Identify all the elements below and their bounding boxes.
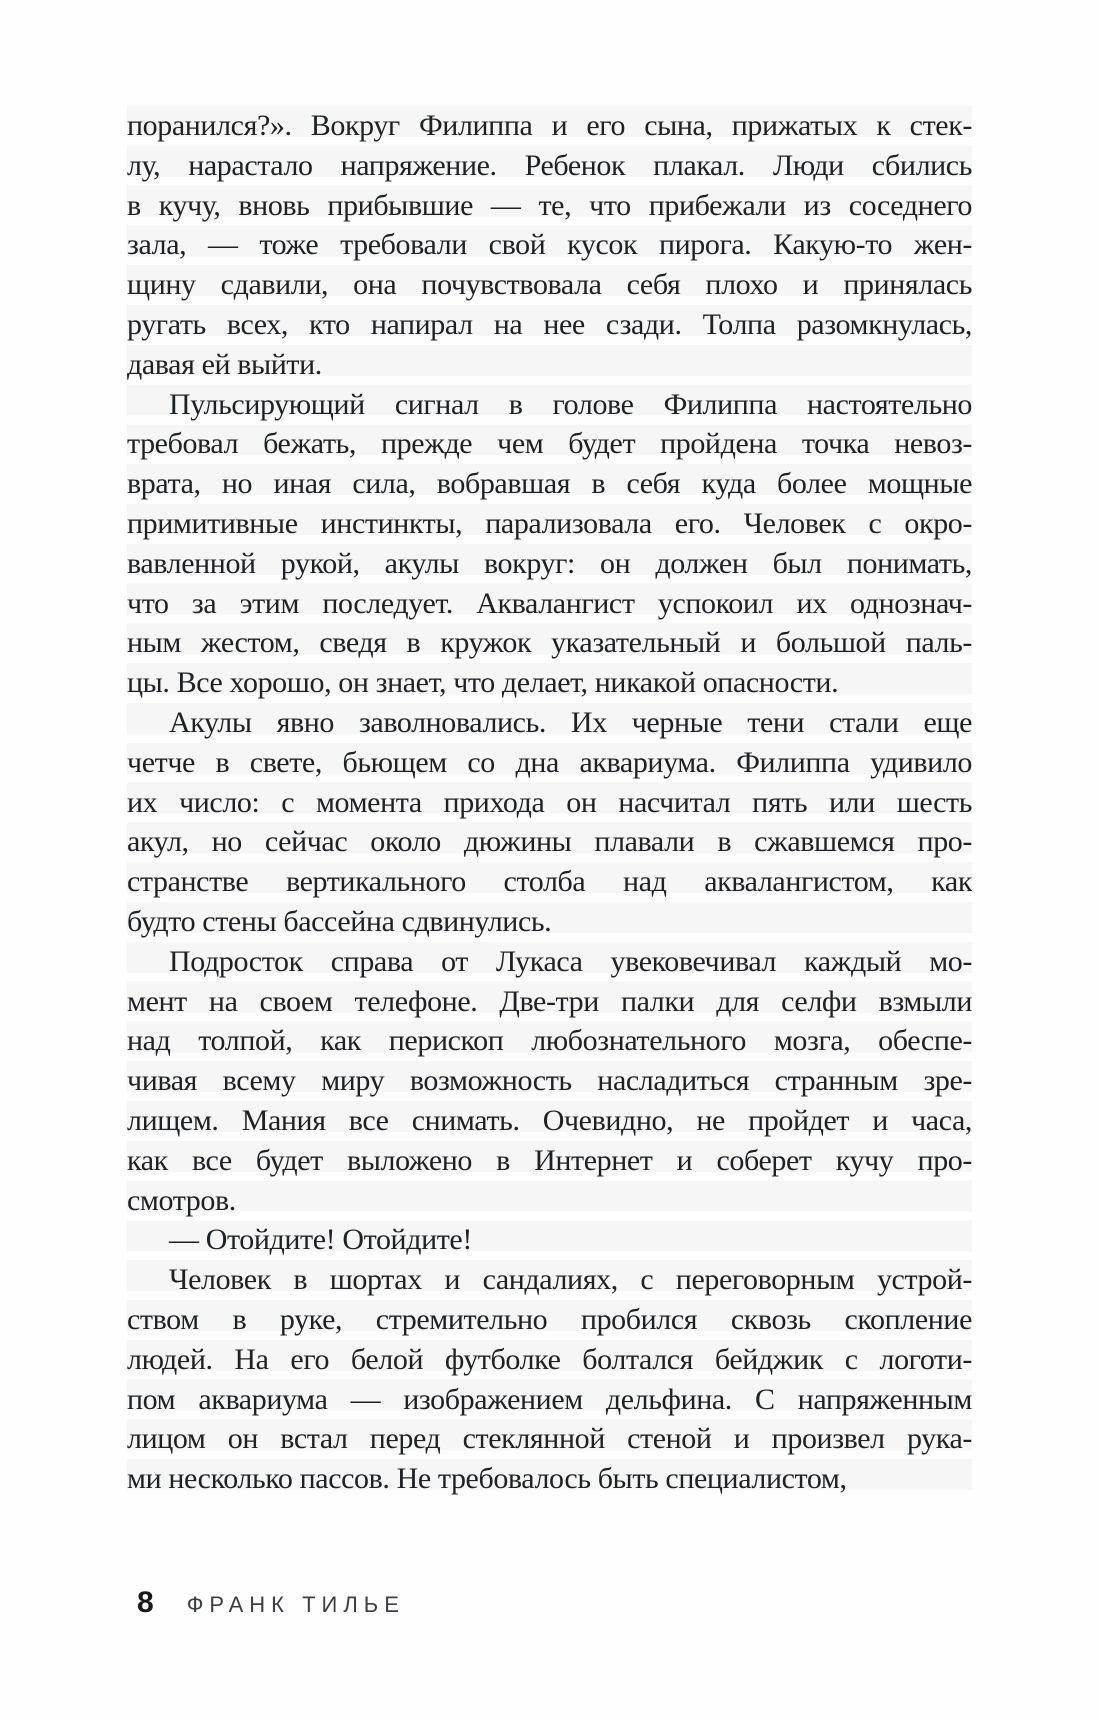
paragraph-sharks	[127, 703, 972, 942]
text-line: давая ей выйти.	[127, 347, 322, 381]
text-line: будто стены бассейна сдвинулись.	[127, 904, 552, 938]
paragraph-continuation	[127, 106, 972, 385]
page-footer	[137, 1586, 405, 1620]
text-line: щину сдавили, она почувствовала себя плохо и принялась	[127, 268, 972, 302]
text-line: поранился?». Вокруг Филиппа и его сына, прижатых к стек-	[127, 109, 972, 142]
text-line: лицом он встал перед стеклянной стеной и произвел рука-	[127, 1422, 972, 1456]
text-line: лищем. Мания все снимать. Очевидно, не пройдет и часа,	[127, 1103, 972, 1137]
text-line: Акулы явно заволновались. Их черные тени стали еще	[169, 705, 972, 739]
text-line: в кучу, вновь прибывшие — те, что прибежали из соседнего	[127, 188, 972, 222]
running-title-author: ФРАНК ТИЛЬЕ	[186, 1592, 405, 1617]
page-number: 8	[137, 1586, 155, 1619]
paragraph-man-in-shorts	[127, 1260, 972, 1499]
text-line: мент на своем телефоне. Две-три палки для селфи взмыли	[127, 984, 972, 1018]
text-line: ством в руке, стремительно пробился сквозь скопление	[127, 1302, 972, 1336]
text-line: лу, нарастало напряжение. Ребенок плакал. Люди сбились	[127, 148, 972, 182]
text-line: врата, но иная сила, вобравшая в себя куда более мощные	[127, 467, 972, 501]
text-line: над толпой, как перископ любознательного мозга, обеспе-	[127, 1024, 972, 1058]
text-line: их число: с момента прихода он насчитал пять или шесть	[127, 785, 972, 819]
text-line: требовал бежать, прежде чем будет пройдена точка невоз-	[127, 427, 972, 461]
text-line: цы. Все хорошо, он знает, что делает, никакой опасности.	[127, 666, 839, 700]
paragraph-dialogue	[127, 1220, 972, 1260]
text-line: Пульсирующий сигнал в голове Филиппа настоятельно	[169, 387, 972, 421]
text-line: примитивные инстинкты, парализовала его. Человек с окро-	[127, 506, 972, 540]
text-line: Человек в шортах и сандалиях, с переговорным устрой-	[169, 1263, 972, 1297]
text-line: смотров.	[127, 1183, 236, 1217]
text-line: как все будет выложено в Интернет и соберет кучу про-	[127, 1143, 972, 1177]
text-line: ми несколько пассов. Не требовалось быть специалистом,	[127, 1462, 847, 1496]
text-line: Подросток справа от Лукаса увековечивал каждый мо-	[169, 944, 972, 978]
text-line: ругать всех, кто напирал на нее сзади. Толпа разомкнулась,	[127, 307, 972, 341]
text-line: людей. На его белой футболке болтался бейджик с логоти-	[127, 1342, 972, 1376]
text-line: чивая всему миру возможность насладиться странным зре-	[127, 1064, 972, 1098]
text-line: что за этим последует. Аквалангист успокоил их однознач-	[127, 586, 972, 620]
paragraph-teenager	[127, 942, 972, 1221]
text-line: зала, — тоже требовали свой кусок пирога. Какую-то жен-	[127, 228, 972, 262]
text-line: вавленной рукой, акулы вокруг: он должен был понимать,	[127, 546, 972, 580]
text-line: акул, но сейчас около дюжины плавали в сжавшемся про-	[127, 825, 972, 859]
text-line: ным жестом, сведя в кружок указательный и большой паль-	[127, 626, 972, 660]
text-line: — Отойдите! Отойдите!	[169, 1223, 472, 1257]
text-line: пом аквариума — изображением дельфина. С напряженным	[127, 1382, 972, 1416]
page-text	[127, 106, 972, 1499]
paragraph-pulsing-signal	[127, 385, 972, 703]
text-line: странстве вертикального столба над аквалангистом, как	[127, 865, 972, 899]
text-line: четче в свете, бьющем со дна аквариума. Филиппа удивило	[127, 745, 972, 779]
